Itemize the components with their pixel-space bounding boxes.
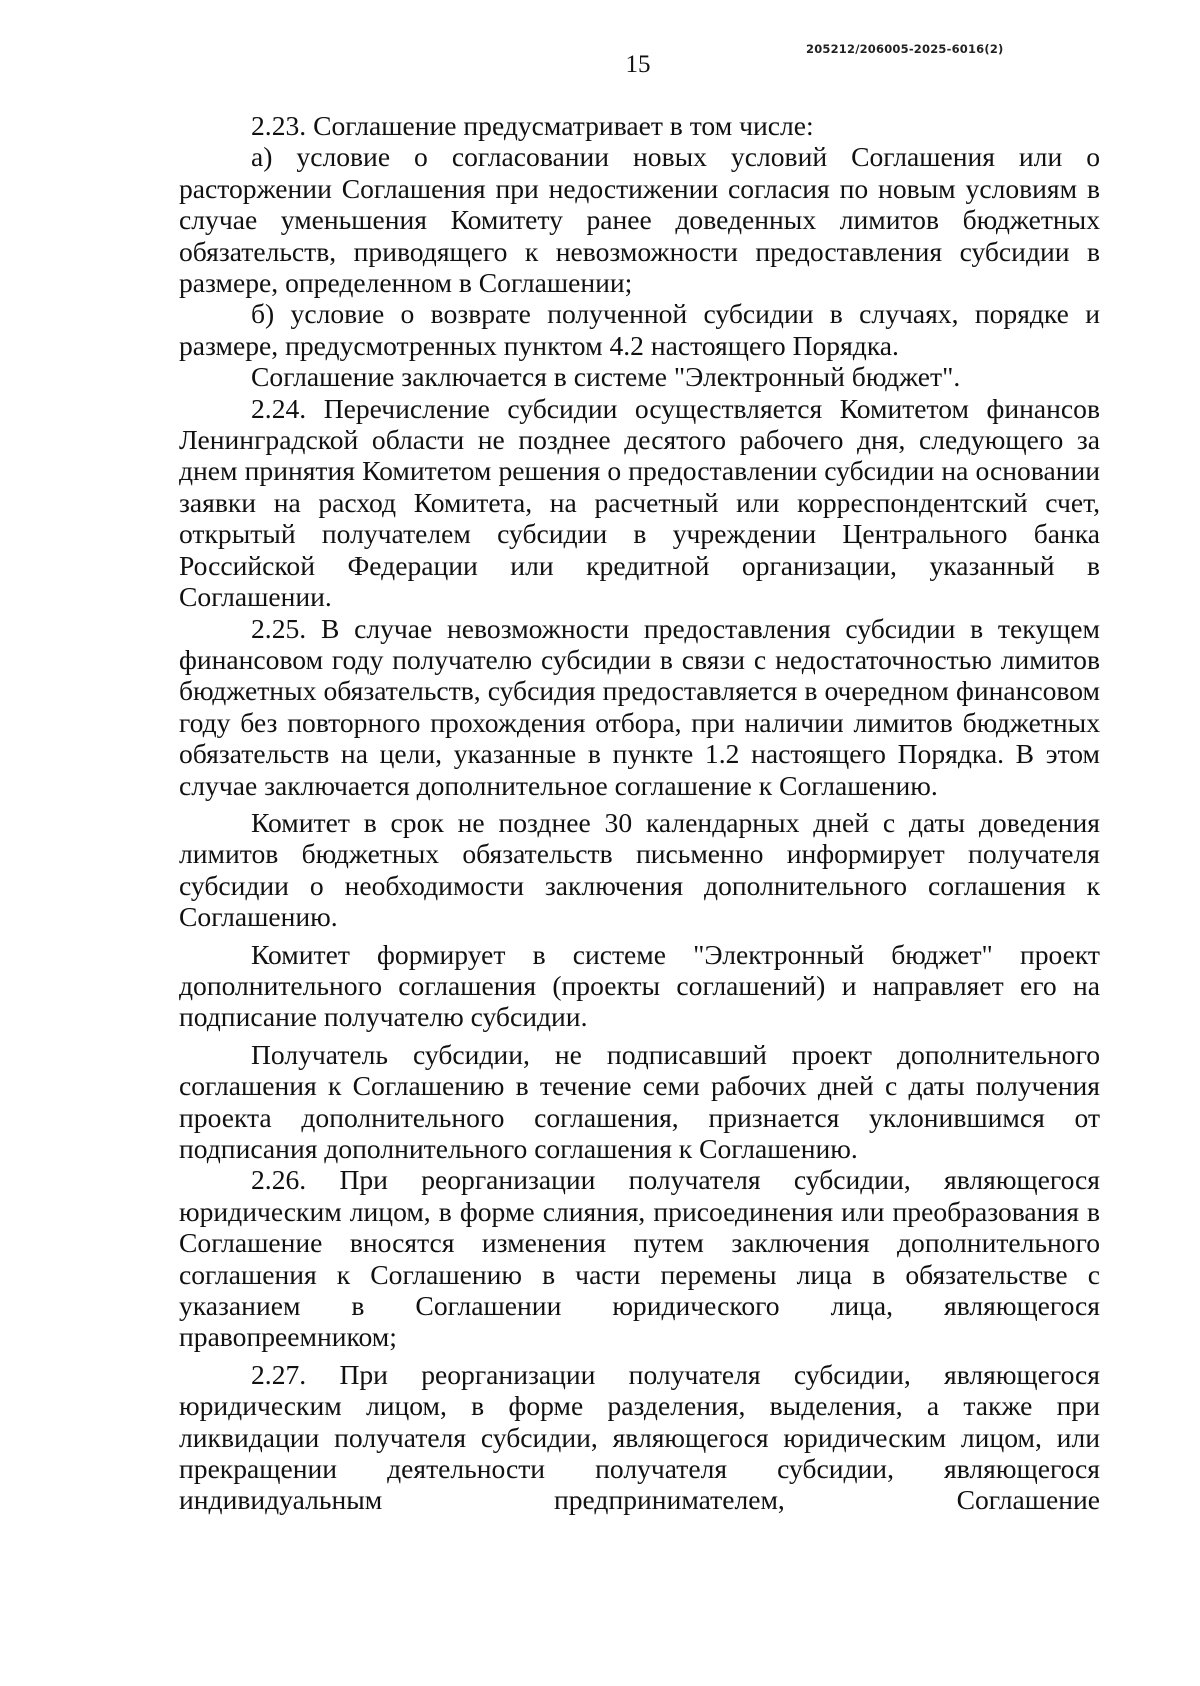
document-id-stamp: 205212/206005-2025-6016(2) — [806, 42, 1004, 56]
paragraph-2-23: 2.23. Соглашение предусматривает в том числе: — [251, 110, 814, 141]
paragraph-2-23-b: б) условие о возврате полученной субсидии в случаях, порядке и размере, предусмотренных пунктом 4.2 настоящего Порядка. — [179, 298, 1100, 361]
paragraph-2-26: 2.26. При реорганизации получателя субсидии, являющегося юридическим лицом, в форме слияния, присоединения или преобразования в Соглашение вносятся изменения путем заключения дополнительного соглашения к Соглашению в части перемены лица в обязательстве с указанием в Соглашении юридического лица, являющегося правопреемником; — [179, 1164, 1100, 1353]
paragraph-2-25: 2.25. В случае невозможности предоставления субсидии в текущем финансовом году получателю субсидии в связи с недостаточностью лимитов бюджетных обязательств, субсидия предоставляется в очередном финансовом году без повторного прохождения отбора, при наличии лимитов бюджетных обязательств на цели, указанные в пункте 1.2 настоящего Порядка. В этом случае заключается дополнительное соглашение к Соглашению. — [179, 612, 1100, 801]
paragraph-2-23-a: а) условие о согласовании новых условий Соглашения или о расторжении Соглашения при недостижении согласия по новым условиям в случае уменьшения Комитету ранее доведенных лимитов бюджетных обязательств, приводящего к невозможности предоставления субсидии в размере, определенном в Соглашении; — [179, 141, 1100, 299]
document-body — [179, 110, 1100, 1516]
paragraph-2-27: 2.27. При реорганизации получателя субсидии, являющегося юридическим лицом, в форме разделения, выделения, а также при ликвидации получателя субсидии, являющегося юридическим лицом, или прекращении деятельности получателя субсидии, являющегося индивидуальным предпринимателем, Соглашение — [179, 1358, 1100, 1516]
page-number: 15 — [625, 51, 651, 78]
paragraph-committee-draft: Комитет формирует в системе "Электронный бюджет" проект дополнительного соглашения (проекты соглашений) и направляет его на подписание получателю субсидии. — [179, 938, 1100, 1033]
paragraph-committee-notice: Комитет в срок не позднее 30 календарных дней с даты доведения лимитов бюджетных обязательств письменно информирует получателя субсидии о необходимости заключения дополнительного соглашения к Соглашению. — [179, 806, 1100, 933]
paragraph-electronic-budget: Соглашение заключается в системе "Электронный бюджет". — [251, 361, 961, 393]
paragraph-2-24: 2.24. Перечисление субсидии осуществляется Комитетом финансов Ленинградской области не позднее десятого рабочего дня, следующего за днем принятия Комитетом решения о предоставлении субсидии на основании заявки на расход Комитета, на расчетный или корреспондентский счет, открытый получателем субсидии в учреждении Центрального банка Российской Федерации или кредитной организации, указанный в Соглашении. — [179, 392, 1100, 613]
paragraph-recipient-evasion: Получатель субсидии, не подписавший проект дополнительного соглашения к Соглашению в течение семи рабочих дней с даты получения проекта дополнительного соглашения, признается уклонившимся от подписания дополнительного соглашения к Соглашению. — [179, 1038, 1100, 1164]
